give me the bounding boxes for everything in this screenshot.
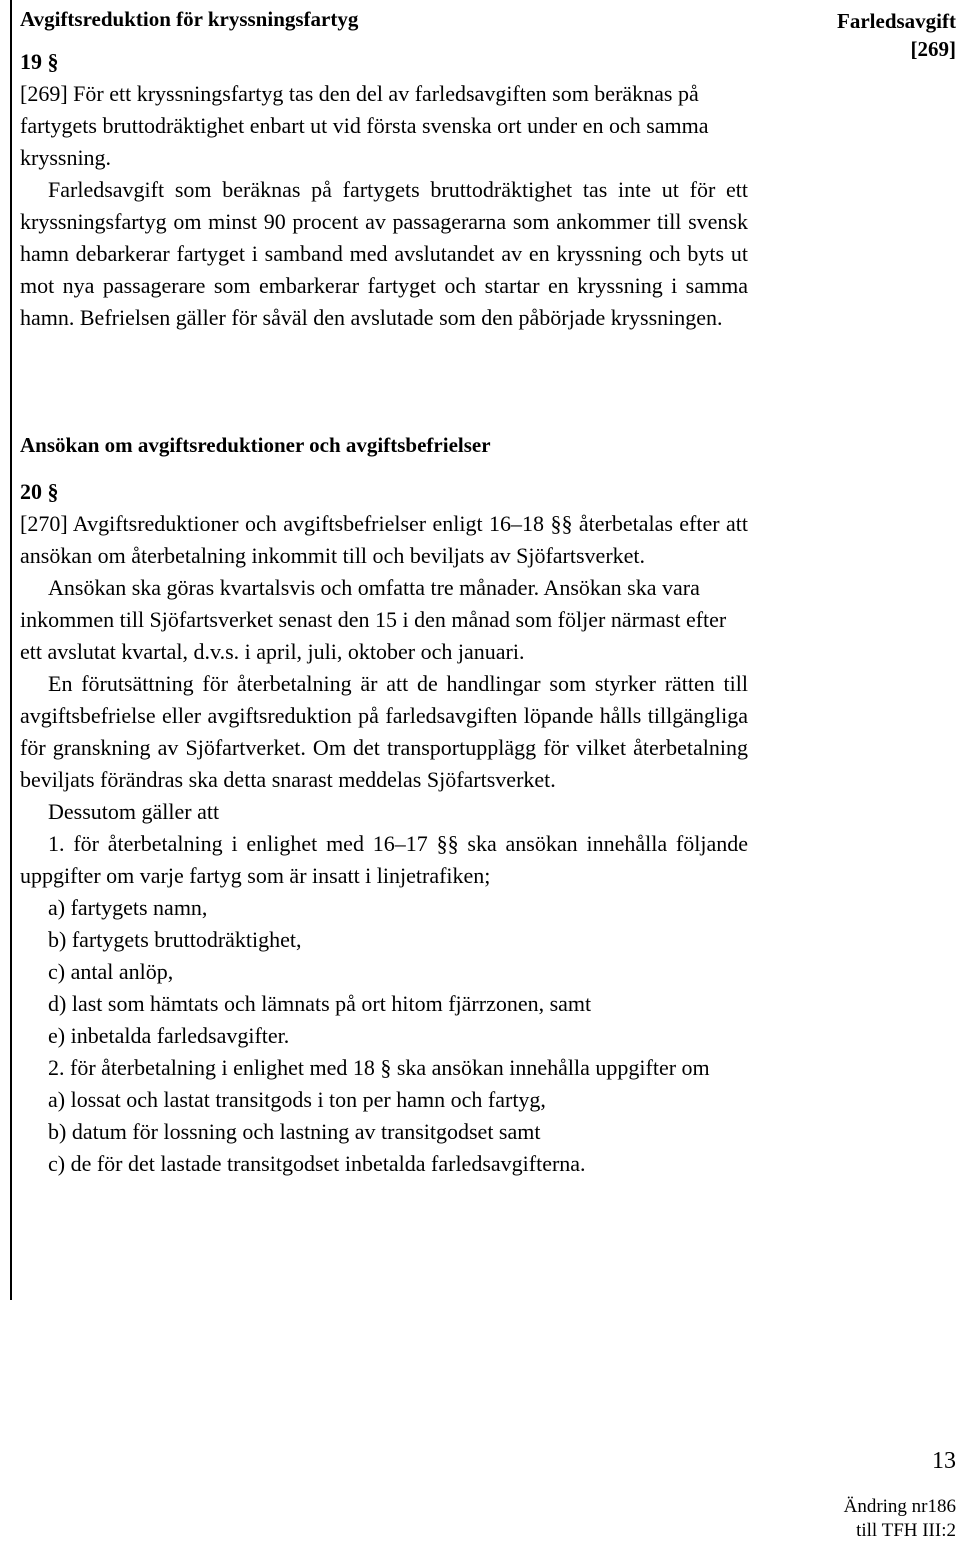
amendment-label: Ändring nr186	[843, 1496, 956, 1517]
list-item: b) fartygets bruttodräktighet,	[48, 927, 302, 952]
paragraph-text: En förutsättning för återbetalning är att de handlingar som styrker rätten till avgiftsbefrielse eller avgiftsreduktion på farledsavgiften löpande hålls tillgängliga för granskning av Sjöfartverket. Om det transportupplägg för vilket återbetalning beviljats förändras ska detta snarast meddelas Sjöfartsverket.	[20, 671, 748, 792]
paragraph-19	[20, 46, 748, 334]
list-item: a) fartygets namn,	[48, 895, 208, 920]
list-item: 1. för återbetalning i enlighet med 16–17 §§ ska ansökan innehålla följande uppgifter om varje fartyg som är insatt i linjetrafiken;	[20, 831, 748, 888]
running-title: Farledsavgift	[837, 9, 956, 33]
page-number: 13	[932, 1448, 956, 1474]
paragraph-number: 20 §	[20, 479, 59, 504]
list-item: c) antal anlöp,	[48, 959, 174, 984]
list-item: b) datum för lossning och lastning av transitgodset samt	[48, 1119, 541, 1144]
footer-note	[844, 1495, 956, 1543]
running-head	[837, 7, 956, 63]
margin-rule	[10, 0, 12, 1300]
paragraph-text: Dessutom gäller att	[48, 799, 220, 824]
paragraph-text: [269] För ett kryssningsfartyg tas den del av farledsavgiften som beräknas på fartygets bruttodräktighet enbart ut vid första svenska ort under en och samma kryssning.	[20, 81, 709, 170]
paragraph-number: 19 §	[20, 49, 59, 74]
paragraph-text: Ansökan ska göras kvartalsvis och omfatta tre månader. Ansökan ska vara inkommen till Sjöfartsverket senast den 15 i den månad som följer närmast efter ett avslutat kvartal, d.v.s. i april, juli, oktober och januari.	[20, 575, 727, 664]
list-item: e) inbetalda farledsavgifter.	[48, 1023, 290, 1048]
reference-label: till TFH III:2	[856, 1520, 956, 1541]
paragraph-text: Farledsavgift som beräknas på fartygets bruttodräktighet tas inte ut för ett kryssningsfartyg om minst 90 procent av passagerarna som ankommer till svensk hamn debarkerar fartyget i samband med avslutandet av en kryssning och byts ut mot nya passagerare som embarkerar fartyget och startar en kryssning i samma hamn. Befrielsen gäller för såväl den avslutade som den påbörjade kryssningen.	[20, 177, 748, 330]
paragraph-text: [270] Avgiftsreduktioner och avgiftsbefrielser enligt 16–18 §§ återbetalas efter att ansökan om återbetalning inkommit till och beviljats av Sjöfartsverket.	[20, 511, 748, 568]
sub-heading: Ansökan om avgiftsreduktioner och avgiftsbefrielser	[20, 433, 491, 457]
list-item: d) last som hämtats och lämnats på ort hitom fjärrzonen, samt	[48, 991, 592, 1016]
list-item: 2. för återbetalning i enlighet med 18 § ska ansökan innehålla uppgifter om	[48, 1055, 710, 1080]
list-item: a) lossat och lastat transitgods i ton per hamn och fartyg,	[48, 1087, 546, 1112]
running-ref: [269]	[910, 37, 956, 61]
paragraph-20	[20, 476, 748, 1180]
section-heading: Avgiftsreduktion för kryssningsfartyg	[20, 7, 359, 31]
list-item: c) de för det lastade transitgodset inbetalda farledsavgifterna.	[48, 1151, 586, 1176]
